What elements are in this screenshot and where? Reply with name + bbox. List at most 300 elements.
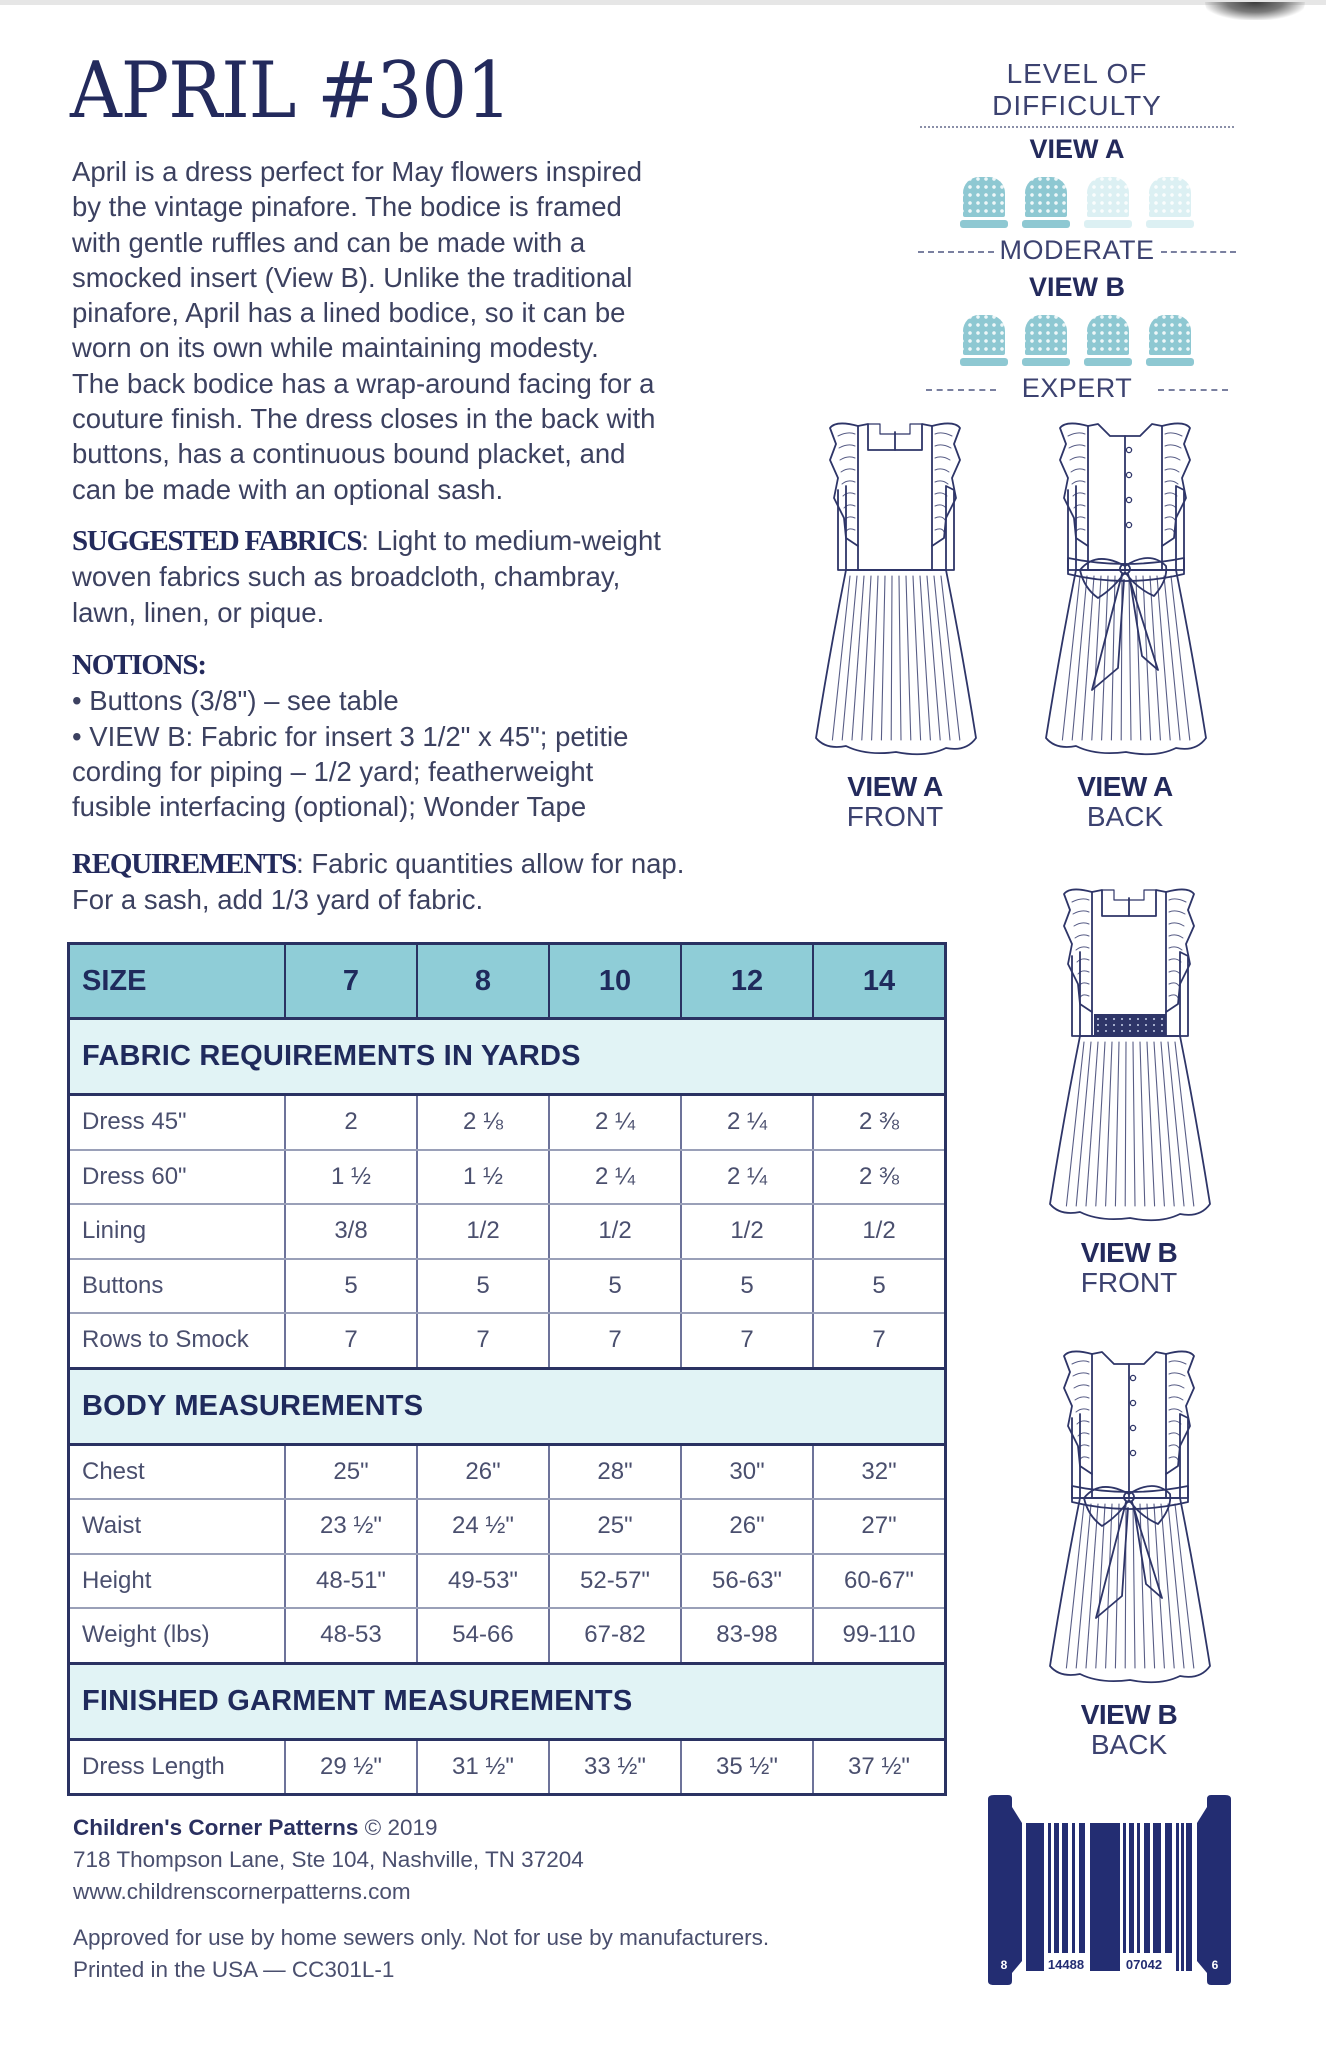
ruffle-fold	[1075, 935, 1089, 938]
table-row	[70, 1446, 944, 1501]
barcode-bar	[1079, 1823, 1085, 1961]
ruffle-fold	[935, 517, 945, 520]
table-cell: 2	[286, 1096, 418, 1149]
button-icon	[1126, 447, 1131, 452]
ruffle-fold	[1169, 1445, 1179, 1448]
section-title: FABRIC REQUIREMENTS IN YARDS	[82, 1040, 581, 1072]
barcode-bar	[1186, 1823, 1192, 1961]
difficulty-level-label: MODERATE	[999, 235, 1155, 265]
smocking-stitch	[1105, 1018, 1107, 1020]
skirt-gather-line	[1062, 576, 1080, 740]
skirt-outline	[1050, 1036, 1210, 1220]
table-cell: 7	[286, 1314, 418, 1367]
table-cell: 7	[682, 1314, 814, 1367]
left-ruffle	[1064, 889, 1092, 1012]
barcode-digits: 6	[1211, 1958, 1219, 1972]
suggested-fabrics-label: SUGGESTED FABRICS	[72, 525, 362, 557]
skirt-gather-line	[1115, 1042, 1119, 1206]
ruffle-fold	[843, 493, 855, 496]
table-cell: 32"	[861, 1457, 897, 1485]
difficulty-title: LEVEL OF DIFFICULTY	[992, 58, 1162, 121]
sash-tails	[1096, 1502, 1162, 1618]
table-cell: 48-53	[286, 1609, 418, 1662]
notions-line: • VIEW B: Fabric for insert 3 1/2" x 45"; petitie	[72, 720, 629, 752]
skirt-gather-line	[1133, 1042, 1135, 1206]
table-cell: 2 ¼	[550, 1096, 682, 1149]
left-ruffle	[1064, 1351, 1092, 1474]
skirt-gather-line	[1125, 1042, 1126, 1206]
skirt-gather-line	[1140, 1042, 1145, 1206]
view-label: VIEW B	[1080, 1237, 1178, 1268]
table-cell: 29 ½"	[286, 1741, 418, 1794]
table-cell: 7	[418, 1314, 550, 1367]
smocking-stitch	[1145, 1018, 1147, 1020]
ruffle-fold	[1165, 481, 1178, 484]
ruffle-fold	[846, 529, 855, 532]
skirt-gather-line	[1147, 1042, 1155, 1206]
ruffle-fold	[935, 481, 948, 484]
thimble-filled-icon	[1084, 315, 1132, 367]
row-label: Weight (lbs)	[70, 1609, 286, 1662]
sash-tails	[1092, 574, 1158, 690]
publisher-info	[73, 1812, 933, 1986]
table-cell: 49-53"	[418, 1555, 550, 1608]
skirt-gather-line	[1106, 1042, 1112, 1206]
ruffle-fold	[1072, 899, 1089, 902]
description-line: by the vintage pinafore. The bodice is framed	[72, 191, 622, 223]
description-line: The back bodice has a wrap-around facing for a	[72, 367, 655, 399]
notions	[72, 648, 772, 824]
left-ruffle	[830, 423, 858, 546]
view-side-label: FRONT	[1080, 1267, 1178, 1298]
row-label: Dress 60"	[70, 1151, 286, 1204]
notions-label: NOTIONS:	[72, 649, 206, 681]
table-cell: 60-67"	[844, 1566, 914, 1594]
size-column-header: 12	[682, 945, 814, 1017]
table-cell: 1 ½	[418, 1151, 550, 1204]
ruffle-fold	[935, 469, 949, 472]
ruffle-fold	[1072, 1361, 1089, 1364]
smocking-stitch	[1121, 1024, 1123, 1026]
view-label: VIEW B	[1080, 1699, 1178, 1730]
description-line: April is a dress perfect for May flowers inspired	[72, 156, 643, 187]
ruffle-fold	[1169, 1385, 1184, 1388]
copyright: © 2019	[358, 1815, 438, 1840]
thimble-filled-icon	[1022, 177, 1070, 229]
barcode-icon	[982, 1793, 1237, 1988]
skirt-outline	[1046, 570, 1206, 754]
ruffle-fold	[1169, 1373, 1185, 1376]
ruffle-fold	[1075, 1397, 1089, 1400]
barcode-bar	[1129, 1823, 1134, 1961]
skirt-gather-line	[842, 576, 857, 740]
skirt-gather-line	[1082, 576, 1094, 740]
row-label: Rows to Smock	[70, 1314, 286, 1367]
row-label: Dress 45"	[70, 1096, 286, 1149]
table-cell: 1 ½	[286, 1151, 418, 1204]
ruffle-fold	[838, 433, 855, 436]
skirt-gather-line	[899, 576, 901, 740]
dress-front-drawing	[806, 420, 984, 765]
barcode-bar	[1153, 1823, 1161, 1961]
pattern-title: APRIL #301	[70, 46, 511, 136]
table-cell: 30"	[682, 1446, 814, 1499]
skirt-gather-line	[852, 576, 864, 740]
ruffle-fold	[1073, 911, 1089, 914]
ruffle-fold	[1080, 1457, 1089, 1460]
section-title: FINISHED GARMENT MEASUREMENTS	[82, 1684, 633, 1717]
ruffle-fold	[1165, 469, 1179, 472]
table-cell: 5	[872, 1271, 886, 1299]
description-line: buttons, has a continuous bound placket, and	[72, 438, 626, 470]
table-cell: 5	[550, 1260, 682, 1313]
barcode-guard-bar	[1090, 1953, 1120, 1971]
publisher-name: Children's Corner Patterns	[73, 1815, 359, 1840]
barcode-spool	[982, 1793, 1237, 1993]
ruffle-fold	[1165, 433, 1182, 436]
ruffle-fold	[935, 457, 950, 460]
notions-line: • Buttons (3/8") – see table	[72, 685, 399, 717]
ruffle-fold	[1076, 1409, 1089, 1412]
table-cell: 3/8	[286, 1205, 418, 1258]
table-cell: 7	[550, 1314, 682, 1367]
illustration-view-b-front	[1040, 886, 1218, 1297]
dress-front-smocked-drawing	[1040, 886, 1218, 1231]
barcode-digits: 8	[1000, 1958, 1008, 1972]
button-icon	[1126, 497, 1131, 502]
skirt-gather-line	[1175, 1504, 1194, 1668]
notions-line: fusible interfacing (optional); Wonder Tape	[72, 791, 587, 823]
table-cell: 26"	[682, 1500, 814, 1553]
button-icon	[1126, 522, 1131, 527]
button-icon	[1126, 472, 1131, 477]
ruffle-fold	[935, 505, 946, 508]
illustration-view-b-back	[1040, 1348, 1218, 1759]
table-cell: 2 ⅜	[858, 1108, 900, 1136]
ruffle-fold	[1072, 481, 1085, 484]
view-label: VIEW A	[1077, 771, 1173, 802]
difficulty-level-view-a	[918, 235, 1236, 266]
table-row	[70, 1096, 944, 1151]
barcode-bar	[1165, 1823, 1172, 1961]
table-row	[70, 1500, 944, 1555]
size-column-header: 10	[550, 945, 682, 1017]
ruffle-fold	[1169, 983, 1179, 986]
skirt-outline	[1050, 1498, 1210, 1682]
table-cell: 67-82	[550, 1609, 682, 1662]
table-cell: 35 ½"	[682, 1741, 814, 1794]
ruffle-fold	[1169, 1457, 1178, 1460]
row-label: Buttons	[70, 1260, 286, 1313]
skirt-gather-line	[1168, 1042, 1184, 1206]
barcode-guard-bar	[1026, 1953, 1044, 1971]
smocking-stitch	[1161, 1030, 1163, 1032]
view-label: VIEW A	[847, 771, 943, 802]
difficulty-level-view-b	[918, 373, 1236, 404]
smocking-stitch	[1161, 1024, 1163, 1026]
size-column-header: 14	[862, 964, 896, 997]
smocking-stitch	[1121, 1018, 1123, 1020]
dashed-divider	[926, 389, 996, 391]
thimble-empty-icon	[1146, 177, 1194, 229]
table-cell: 2 ¼	[682, 1096, 814, 1149]
ruffle-fold	[1165, 505, 1176, 508]
row-label: Dress Length	[70, 1741, 286, 1794]
table-header-row	[70, 945, 944, 1020]
size-header: SIZE	[70, 945, 286, 1017]
skirt-gather-line	[1066, 1042, 1084, 1206]
barcode-bar	[1123, 1823, 1126, 1961]
ruffle-fold	[1169, 1397, 1183, 1400]
skirt-gather-line	[1129, 576, 1131, 740]
ruffle-fold	[1169, 971, 1180, 974]
table-cell: 48-51"	[286, 1555, 418, 1608]
skirt-gather-line	[891, 576, 892, 740]
table-cell: 28"	[550, 1446, 682, 1499]
barcode-bar	[1176, 1823, 1179, 1961]
table-cell: 1/2	[550, 1205, 682, 1258]
suggested-fabrics-line: lawn, linen, or pique.	[72, 596, 325, 628]
left-ruffle	[1060, 423, 1088, 546]
button-icon	[1130, 1450, 1135, 1455]
table-cell: 54-66	[418, 1609, 550, 1662]
ruffle-fold	[1076, 947, 1089, 950]
ruffle-fold	[1169, 1433, 1180, 1436]
row-label: Lining	[70, 1205, 286, 1258]
skirt-gather-line	[1133, 1504, 1135, 1668]
ruffle-fold	[842, 481, 855, 484]
ruffle-fold	[1071, 469, 1085, 472]
ruffle-fold	[1080, 995, 1089, 998]
smocking-stitch	[1137, 1024, 1139, 1026]
table-cell: 5	[682, 1260, 814, 1313]
smocking-stitch	[1113, 1018, 1115, 1020]
smocking-stitch	[1153, 1030, 1155, 1032]
thimble-filled-icon	[960, 177, 1008, 229]
table-cell: 83-98	[682, 1609, 814, 1662]
smocking-stitch	[1145, 1030, 1147, 1032]
ruffle-fold	[1165, 457, 1180, 460]
smocking-stitch	[1161, 1018, 1163, 1020]
smocking-stitch	[1129, 1018, 1131, 1020]
smocking-stitch	[1153, 1018, 1155, 1020]
top-edge-bar	[0, 0, 1326, 5]
ruffle-fold	[1169, 935, 1183, 938]
skirt-gather-line	[1076, 1042, 1091, 1206]
row-label: Waist	[70, 1500, 286, 1553]
table-cell: 26"	[418, 1446, 550, 1499]
smocking-stitch	[1097, 1024, 1099, 1026]
skirt-gather-line	[906, 576, 911, 740]
barcode-bar	[1181, 1823, 1184, 1961]
ruffle-fold	[1165, 529, 1174, 532]
barcode-guard-bar	[1181, 1953, 1184, 1971]
ruffle-fold	[1169, 1361, 1186, 1364]
dress-back-drawing	[1036, 420, 1214, 765]
view-side-label: BACK	[1090, 1729, 1168, 1760]
difficulty-rating-view-a	[918, 177, 1236, 231]
notions-line: cording for piping – 1/2 yard; featherweight	[72, 755, 594, 787]
section-title: BODY MEASUREMENTS	[82, 1389, 424, 1422]
row-label: Height	[70, 1555, 286, 1608]
print-info: Printed in the USA — CC301L-1	[73, 1957, 395, 1982]
ruffle-fold	[841, 469, 855, 472]
barcode-bar	[1072, 1823, 1075, 1961]
suggested-fabrics	[72, 523, 772, 630]
dashed-divider	[1161, 251, 1237, 253]
skirt-gather-line	[1096, 1042, 1105, 1206]
difficulty-view-b-heading: VIEW B	[1028, 272, 1125, 302]
table-cell: 1/2	[862, 1217, 896, 1245]
ruffle-fold	[840, 457, 855, 460]
ruffle-fold	[1068, 433, 1085, 436]
smocking-stitch	[1145, 1024, 1147, 1026]
table-row	[70, 1555, 944, 1610]
corner-shadow	[1205, 2, 1305, 20]
barcode-guard-bar	[1186, 1953, 1192, 1971]
thimble-empty-icon	[1084, 177, 1132, 229]
barcode-bar	[1026, 1823, 1044, 1961]
ruffle-fold	[1169, 923, 1184, 926]
illustration-view-a-front	[806, 420, 984, 831]
requirements-label: REQUIREMENTS	[72, 848, 297, 880]
skirt-gather-line	[1086, 1504, 1098, 1668]
smocking-stitch	[1129, 1030, 1131, 1032]
table-cell: 2 ¼	[550, 1151, 682, 1204]
view-side-label: BACK	[1086, 801, 1164, 832]
smocking-stitch	[1153, 1024, 1155, 1026]
smocking-stitch	[1113, 1024, 1115, 1026]
barcode-guard-bar	[1176, 1953, 1179, 1971]
table-cell: 27"	[861, 1512, 897, 1540]
smocking-stitch	[1105, 1030, 1107, 1032]
table-cell: 5	[418, 1260, 550, 1313]
ruffle-fold	[1169, 947, 1182, 950]
table-row	[70, 1205, 944, 1260]
barcode-bar	[1054, 1823, 1059, 1961]
ruffle-fold	[1070, 457, 1085, 460]
table-cell: 24 ½"	[418, 1500, 550, 1553]
skirt-gather-line	[832, 576, 850, 740]
row-label: Chest	[70, 1446, 286, 1499]
table-row	[70, 1151, 944, 1206]
smocking-stitch	[1113, 1030, 1115, 1032]
table-cell: 2 ⅜	[858, 1162, 900, 1190]
difficulty-level-label: EXPERT	[1021, 373, 1133, 403]
skirt-gather-line	[1175, 1042, 1194, 1206]
skirt-gather-line	[1171, 576, 1190, 740]
ruffle-fold	[935, 529, 944, 532]
description-line: worn on its own while maintaining modesty.	[72, 332, 599, 364]
size-column-header: 8	[418, 945, 550, 1017]
table-cell: 23 ½"	[286, 1500, 418, 1553]
skirt-gather-line	[1086, 1042, 1098, 1206]
requirements-line: For a sash, add 1/3 yard of fabric.	[72, 884, 484, 916]
table-cell: 2 ⅛	[418, 1096, 550, 1149]
skirt-gather-line	[1164, 576, 1180, 740]
size-chart-table	[67, 942, 947, 1796]
ruffle-fold	[1073, 493, 1085, 496]
barcode-digits: 14488	[1047, 1957, 1085, 1972]
pattern-description	[72, 154, 772, 507]
usage-disclaimer: Approved for use by home sewers only. Not for use by manufacturers.	[73, 1925, 770, 1950]
skirt-gather-line	[1106, 1504, 1112, 1668]
table-row	[70, 1260, 944, 1315]
ruffle-fold	[1074, 923, 1089, 926]
suggested-fabrics-line: woven fabrics such as broadcloth, chambray,	[72, 561, 621, 593]
button-icon	[1130, 1400, 1135, 1405]
ruffle-fold	[1073, 1373, 1089, 1376]
ruffle-fold	[1077, 959, 1089, 962]
smocking-stitch	[1137, 1030, 1139, 1032]
table-section-header	[70, 1020, 944, 1096]
skirt-gather-line	[1168, 1504, 1184, 1668]
ruffle-fold	[1165, 517, 1175, 520]
requirements-first-line: : Fabric quantities allow for nap.	[296, 848, 685, 879]
table-cell: 5	[286, 1260, 418, 1313]
barcode-bar	[1062, 1823, 1068, 1961]
ruffle-fold	[1077, 1421, 1089, 1424]
description-line: can be made with an optional sash.	[72, 473, 504, 505]
thimble-filled-icon	[1022, 315, 1070, 367]
thimble-filled-icon	[1146, 315, 1194, 367]
ruffle-fold	[1076, 529, 1085, 532]
bodice-outline	[1068, 486, 1184, 570]
smocking-stitch	[1129, 1024, 1131, 1026]
dashed-divider	[918, 251, 994, 253]
table-row	[70, 1741, 944, 1794]
skirt-gather-line	[913, 576, 921, 740]
table-section-header	[70, 1370, 944, 1446]
skirt-gather-line	[872, 576, 878, 740]
smocking-stitch	[1097, 1018, 1099, 1020]
size-column-header: 7	[286, 945, 418, 1017]
spool-left-flange	[988, 1795, 1022, 1985]
barcode-digits: 07042	[1125, 1957, 1163, 1972]
ruffle-fold	[1074, 1385, 1089, 1388]
smocking-stitch	[1137, 1018, 1139, 1020]
table-cell: 2 ¼	[682, 1151, 814, 1204]
description-line: smocked insert (View B). Unlike the traditional	[72, 261, 633, 293]
table-cell: 25"	[550, 1500, 682, 1553]
barcode-bar	[1137, 1823, 1140, 1961]
thimble-filled-icon	[960, 315, 1008, 367]
publisher-website: www.childrenscornerpatterns.com	[73, 1879, 411, 1904]
dress-back-drawing	[1040, 1348, 1218, 1693]
difficulty-rating-view-b	[918, 315, 1236, 369]
table-cell: 52-57"	[550, 1555, 682, 1608]
ruffle-fold	[839, 445, 855, 448]
table-row	[70, 1609, 944, 1665]
table-cell: 1/2	[682, 1205, 814, 1258]
view-side-label: FRONT	[846, 801, 944, 832]
difficulty-view-a-heading: VIEW A	[1029, 134, 1125, 164]
barcode-bar	[1048, 1823, 1051, 1961]
barcode-bar	[1144, 1823, 1150, 1961]
illustration-view-a-back	[1036, 420, 1214, 831]
button-icon	[1130, 1375, 1135, 1380]
ruffle-fold	[935, 445, 951, 448]
bodice-outline	[838, 486, 954, 570]
table-section-header	[70, 1665, 944, 1741]
bodice-outline	[1072, 1414, 1188, 1498]
suggested-fabrics-first-line: : Light to medium-weight	[361, 525, 661, 556]
table-cell: 37 ½"	[848, 1752, 910, 1780]
table-cell: 31 ½"	[418, 1741, 550, 1794]
skirt-gather-line	[1072, 576, 1087, 740]
smocking-stitch	[1105, 1024, 1107, 1026]
ruffle-fold	[1169, 1409, 1182, 1412]
